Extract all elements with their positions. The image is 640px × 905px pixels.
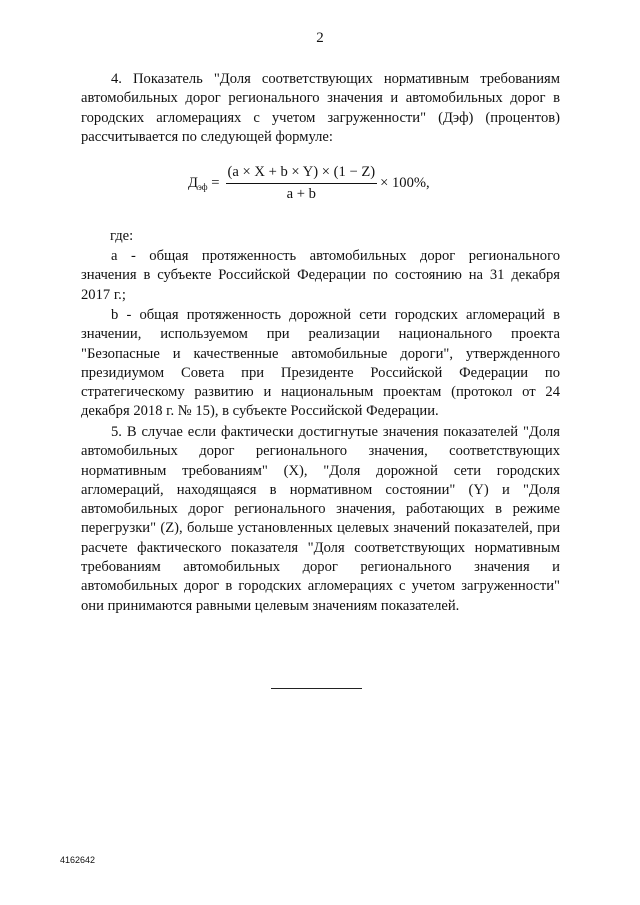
formula-tail: × 100%, <box>380 174 430 191</box>
page-number: 2 <box>316 30 324 46</box>
formula-lhs-subscript: эф <box>197 181 208 192</box>
paragraph-5: 5. В случае если фактически достигнутые значения показателей "Доля автомобильных дорог регионального значения, соответствующих нормативным требованиям" (X), "Доля дорожной сети городских агломераций, находящаяся в нормативном состоянии" (Y) и "Доля автомобильных дорог регионального значения, работающих в режиме перегрузки" (Z), больше установленных целевых значений показателей, при расчете фактического показателя "Доля соответствующих нормативным требованиям автомобильных дорог регионального значения и автомобильных дорог в городских агломерациях с учетом загруженности" они принимаются равными целевым значениям показателей. <box>81 424 560 614</box>
definition-b: b - общая протяженность дорожной сети городских агломераций в значении, используемом при реализации национального проекта "Безопасные и качественные автомобильные дороги", утвержденного президиумом Совета при Президенте Российской Федерации по стратегическому развитию и национальным проектам (протокол от 24 декабря 2018 г. № 15), в субъекте Российской Федерации. <box>81 307 560 420</box>
formula-equals: = <box>211 174 220 191</box>
where-label: где: <box>110 228 134 244</box>
formula-denominator: a + b <box>286 185 316 202</box>
formula-lhs <box>188 175 220 192</box>
formula-fraction <box>226 164 378 203</box>
paragraph-4: 4. Показатель "Доля соответствующих нормативным требованиям автомобильных дорог регионального значения и автомобильных дорог в городских агломерациях с учетом загруженности" (Дэф) (процентов) рассчитывается по следующей формуле: <box>81 71 560 145</box>
formula-lhs-symbol: Д <box>188 174 198 191</box>
formula-numerator: (a × X + b × Y) × (1 − Z) <box>226 164 378 184</box>
formula <box>188 163 430 203</box>
definition-a: a - общая протяженность автомобильных дорог регионального значения в субъекте Российской Федерации по состоянию на 31 декабря 2017 г.; <box>81 248 560 303</box>
end-of-text-divider <box>271 688 362 689</box>
document-code: 4162642 <box>60 855 96 865</box>
